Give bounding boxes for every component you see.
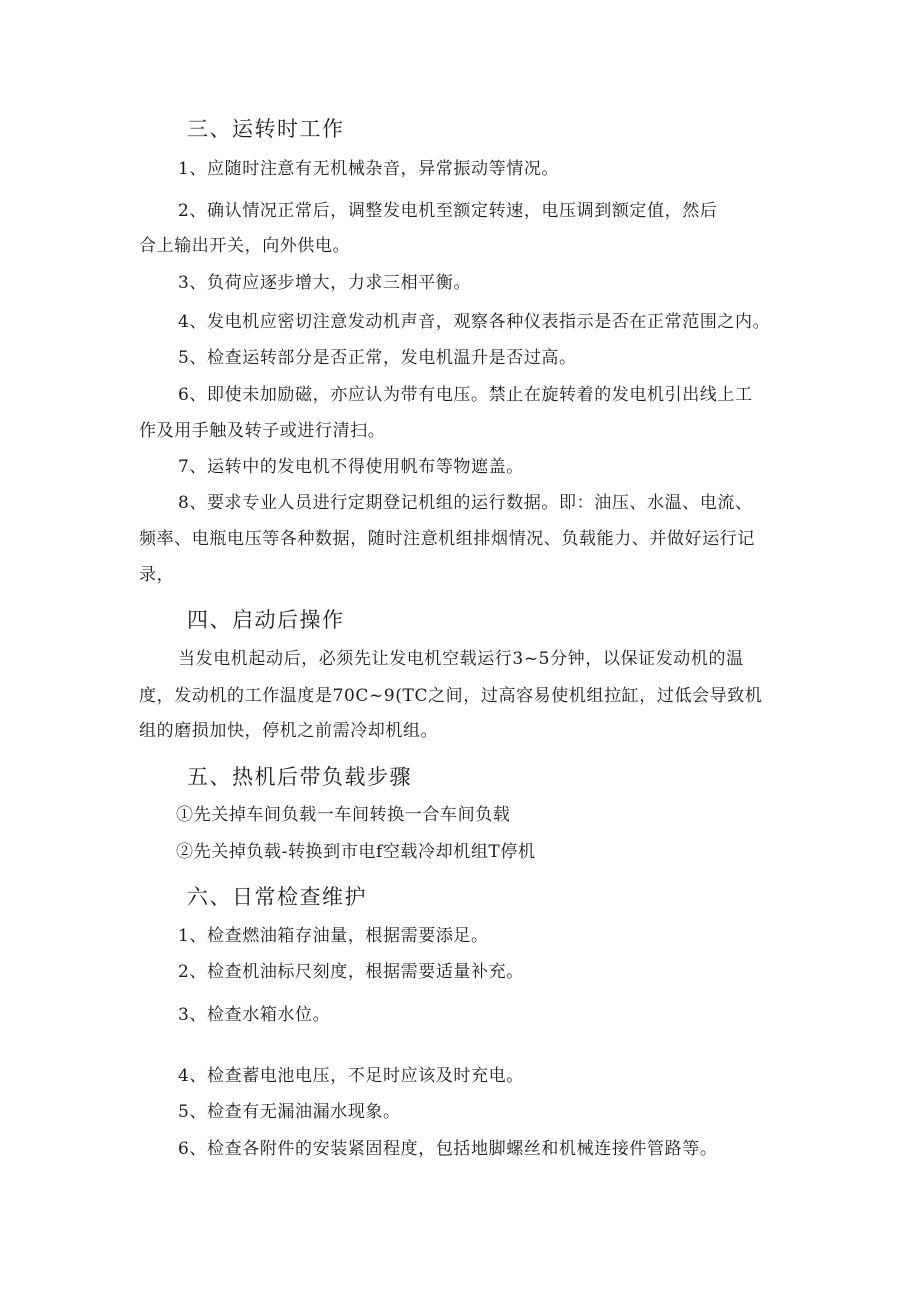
section-3-line-4: 3、负荷应逐步增大，力求三相平衡。 xyxy=(178,273,472,293)
section-3-line-9: 7、运转中的发电机不得使用帆布等物遮盖。 xyxy=(178,457,524,477)
section-6-line-5: 5、检查有无漏油漏水现象。 xyxy=(178,1102,401,1122)
section-6-line-1: 1、检查燃油箱存油量，根据需要添足。 xyxy=(178,926,489,946)
section-3-line-12: 录， xyxy=(139,565,175,585)
section-6-line-6: 6、检查各附件的安装紧固程度，包括地脚螺丝和机械连接件管路等。 xyxy=(178,1139,718,1159)
section-3-line-10: 8、要求专业人员进行定期登记机组的运行数据。即：油压、水温、电流、 xyxy=(178,493,753,513)
section-6-line-2: 2、检查机油标尺刻度，根据需要适量补充。 xyxy=(178,962,524,982)
section-3-line-8: 作及用手触及转子或进行清扫。 xyxy=(139,421,386,441)
section-4-heading: 四、启动后操作 xyxy=(187,608,345,632)
section-3-line-2: 2、确认情况正常后，调整发电机至额定转速，电压调到额定值，然后 xyxy=(178,201,718,221)
section-5-line-1: ①先关掉车间负载一车间转换一合车间负载 xyxy=(176,805,511,825)
section-3-line-11: 频率、电瓶电压等各种数据，随时注意机组排烟情况、负载能力、并做好运行记 xyxy=(139,529,755,549)
section-5-heading: 五、热机后带负载步骤 xyxy=(187,765,412,789)
section-6-heading: 六、日常检查维护 xyxy=(187,885,367,909)
section-4-line-1: 当发电机起动后，必须先让发电机空载运行3~5分钟，以保证发动机的温 xyxy=(178,649,744,669)
section-3-heading: 三、运转时工作 xyxy=(187,117,345,141)
section-4-line-3: 组的磨损加快，停机之前需冷却机组。 xyxy=(139,721,439,741)
section-3-line-3: 合上输出开关，向外供电。 xyxy=(139,236,351,256)
section-5-line-2: ②先关掉负载-转换到市电f空载冷却机组T停机 xyxy=(176,842,536,862)
section-6-line-3: 3、检查水箱水位。 xyxy=(178,1005,331,1025)
section-3-line-7: 6、即使未加励磁，亦应认为带有电压。禁止在旋转着的发电机引出线上工 xyxy=(178,385,753,405)
section-4-line-2: 度，发动机的工作温度是70C~9(TC之间，过高容易使机组拉缸，过低会导致机 xyxy=(139,686,763,706)
section-3-line-1: 1、应随时注意有无机械杂音，异常振动等情况。 xyxy=(178,159,560,179)
section-3-line-6: 5、检查运转部分是否正常，发电机温升是否过高。 xyxy=(178,348,577,368)
section-6-line-4: 4、检查蓄电池电压，不足时应该及时充电。 xyxy=(178,1066,524,1086)
section-3-line-5: 4、发电机应密切注意发动机声音，观察各种仪表指示是否在正常范围之内。 xyxy=(178,312,771,332)
